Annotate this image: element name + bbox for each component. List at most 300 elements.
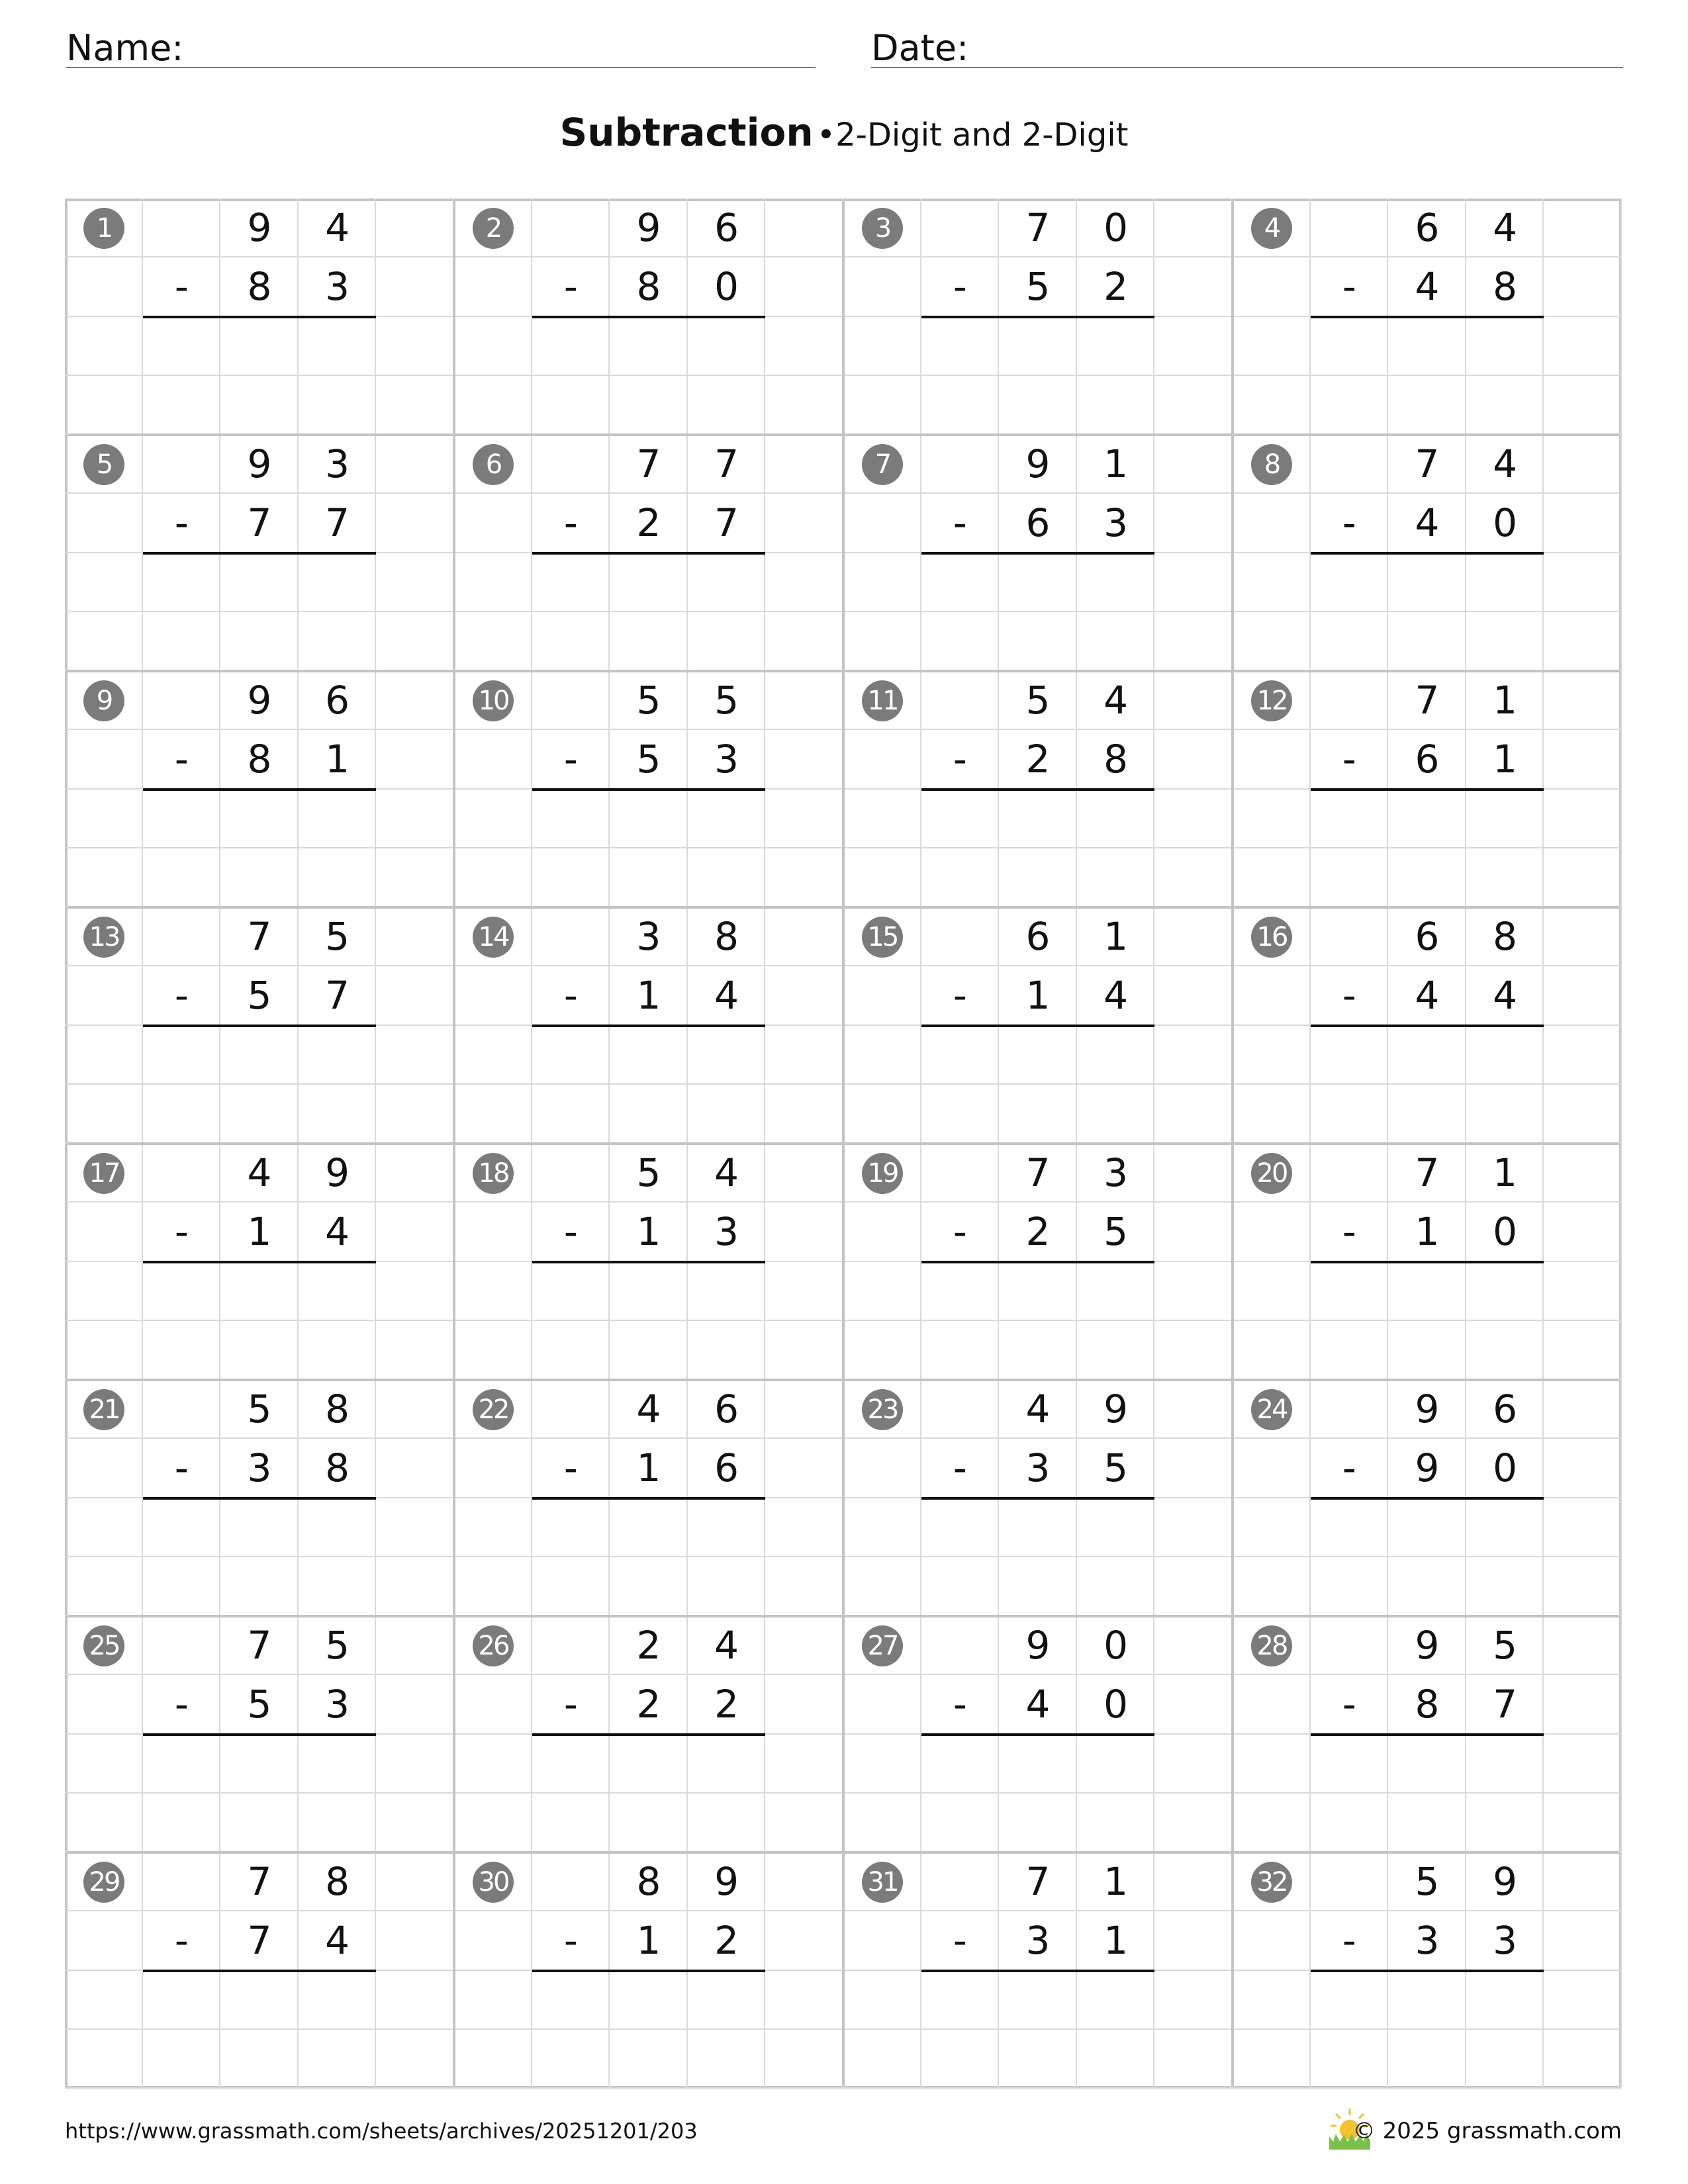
answer-cell[interactable] <box>688 2030 766 2089</box>
answer-cell[interactable] <box>765 376 843 435</box>
answer-cell[interactable] <box>999 376 1077 435</box>
answer-cell[interactable] <box>610 1085 688 1144</box>
answer-cell[interactable] <box>299 1735 377 1794</box>
answer-cell[interactable] <box>765 1735 843 1794</box>
answer-cell[interactable] <box>1466 553 1544 612</box>
answer-cell[interactable] <box>1311 376 1389 435</box>
answer-cell[interactable] <box>1466 1026 1544 1085</box>
answer-cell[interactable] <box>1388 1794 1466 1852</box>
answer-cell[interactable] <box>143 1794 221 1852</box>
answer-cell[interactable] <box>220 790 299 848</box>
answer-cell[interactable] <box>688 317 766 376</box>
answer-cell[interactable] <box>1233 1557 1311 1616</box>
answer-cell[interactable] <box>1233 376 1311 435</box>
answer-cell[interactable] <box>1077 1321 1155 1380</box>
answer-cell[interactable] <box>1077 1735 1155 1794</box>
answer-cell[interactable] <box>65 1085 143 1144</box>
answer-cell[interactable] <box>1544 376 1622 435</box>
answer-cell[interactable] <box>1154 1557 1233 1616</box>
answer-cell[interactable] <box>532 848 610 907</box>
answer-cell[interactable] <box>765 317 843 376</box>
answer-cell[interactable] <box>65 1498 143 1557</box>
answer-cell[interactable] <box>143 1321 221 1380</box>
answer-cell[interactable] <box>610 2030 688 2089</box>
answer-cell[interactable] <box>765 848 843 907</box>
answer-cell[interactable] <box>1466 317 1544 376</box>
answer-cell[interactable] <box>65 1026 143 1085</box>
answer-cell[interactable] <box>1466 1321 1544 1380</box>
answer-cell[interactable] <box>220 553 299 612</box>
answer-cell[interactable] <box>454 612 532 671</box>
answer-cell[interactable] <box>1466 2030 1544 2089</box>
answer-cell[interactable] <box>1544 1735 1622 1794</box>
answer-cell[interactable] <box>1077 1498 1155 1557</box>
answer-cell[interactable] <box>843 1085 921 1144</box>
answer-cell[interactable] <box>143 553 221 612</box>
answer-cell[interactable] <box>376 1735 454 1794</box>
answer-cell[interactable] <box>1544 1026 1622 1085</box>
answer-cell[interactable] <box>843 1262 921 1321</box>
answer-cell[interactable] <box>1311 2030 1389 2089</box>
answer-cell[interactable] <box>532 317 610 376</box>
answer-cell[interactable] <box>1311 1262 1389 1321</box>
answer-cell[interactable] <box>1466 1085 1544 1144</box>
answer-cell[interactable] <box>1077 1085 1155 1144</box>
answer-cell[interactable] <box>843 553 921 612</box>
answer-cell[interactable] <box>220 1971 299 2030</box>
answer-cell[interactable] <box>921 1794 1000 1852</box>
answer-cell[interactable] <box>1544 2030 1622 2089</box>
answer-cell[interactable] <box>1388 612 1466 671</box>
answer-cell[interactable] <box>376 376 454 435</box>
answer-cell[interactable] <box>1311 1498 1389 1557</box>
answer-cell[interactable] <box>843 1557 921 1616</box>
answer-cell[interactable] <box>299 2030 377 2089</box>
answer-cell[interactable] <box>454 1735 532 1794</box>
answer-cell[interactable] <box>376 848 454 907</box>
answer-cell[interactable] <box>143 612 221 671</box>
answer-cell[interactable] <box>220 612 299 671</box>
answer-cell[interactable] <box>454 1971 532 2030</box>
answer-cell[interactable] <box>1154 1735 1233 1794</box>
answer-cell[interactable] <box>532 612 610 671</box>
answer-cell[interactable] <box>299 1321 377 1380</box>
answer-cell[interactable] <box>1311 317 1389 376</box>
answer-cell[interactable] <box>1077 2030 1155 2089</box>
answer-cell[interactable] <box>765 1498 843 1557</box>
answer-cell[interactable] <box>1233 1971 1311 2030</box>
answer-cell[interactable] <box>143 1026 221 1085</box>
answer-cell[interactable] <box>220 1735 299 1794</box>
answer-cell[interactable] <box>999 317 1077 376</box>
answer-cell[interactable] <box>1388 790 1466 848</box>
answer-cell[interactable] <box>999 1971 1077 2030</box>
answer-cell[interactable] <box>532 1498 610 1557</box>
answer-cell[interactable] <box>1311 848 1389 907</box>
answer-cell[interactable] <box>999 1498 1077 1557</box>
answer-cell[interactable] <box>765 1971 843 2030</box>
answer-cell[interactable] <box>1233 2030 1311 2089</box>
answer-cell[interactable] <box>376 1321 454 1380</box>
answer-cell[interactable] <box>688 612 766 671</box>
answer-cell[interactable] <box>454 1794 532 1852</box>
answer-cell[interactable] <box>220 376 299 435</box>
answer-cell[interactable] <box>376 1557 454 1616</box>
answer-cell[interactable] <box>376 2030 454 2089</box>
answer-cell[interactable] <box>376 1262 454 1321</box>
answer-cell[interactable] <box>65 376 143 435</box>
answer-cell[interactable] <box>1466 790 1544 848</box>
answer-cell[interactable] <box>220 1262 299 1321</box>
answer-cell[interactable] <box>1388 2030 1466 2089</box>
answer-cell[interactable] <box>454 1085 532 1144</box>
answer-cell[interactable] <box>1233 1794 1311 1852</box>
answer-cell[interactable] <box>921 1026 1000 1085</box>
answer-cell[interactable] <box>1466 612 1544 671</box>
answer-cell[interactable] <box>843 848 921 907</box>
answer-cell[interactable] <box>454 1498 532 1557</box>
answer-cell[interactable] <box>1154 1085 1233 1144</box>
answer-cell[interactable] <box>532 1557 610 1616</box>
answer-cell[interactable] <box>610 848 688 907</box>
answer-cell[interactable] <box>1388 1557 1466 1616</box>
answer-cell[interactable] <box>376 317 454 376</box>
answer-cell[interactable] <box>610 1557 688 1616</box>
answer-cell[interactable] <box>688 376 766 435</box>
answer-cell[interactable] <box>1233 612 1311 671</box>
answer-cell[interactable] <box>688 1971 766 2030</box>
answer-cell[interactable] <box>1154 790 1233 848</box>
answer-cell[interactable] <box>65 848 143 907</box>
answer-cell[interactable] <box>376 612 454 671</box>
answer-cell[interactable] <box>1233 1735 1311 1794</box>
answer-cell[interactable] <box>921 1498 1000 1557</box>
answer-cell[interactable] <box>765 790 843 848</box>
answer-cell[interactable] <box>299 1498 377 1557</box>
answer-cell[interactable] <box>1311 1794 1389 1852</box>
answer-cell[interactable] <box>532 790 610 848</box>
answer-cell[interactable] <box>299 612 377 671</box>
answer-cell[interactable] <box>1388 1498 1466 1557</box>
answer-cell[interactable] <box>299 790 377 848</box>
answer-cell[interactable] <box>65 553 143 612</box>
answer-cell[interactable] <box>143 1085 221 1144</box>
answer-cell[interactable] <box>688 553 766 612</box>
answer-cell[interactable] <box>921 317 1000 376</box>
answer-cell[interactable] <box>1077 553 1155 612</box>
answer-cell[interactable] <box>843 2030 921 2089</box>
answer-cell[interactable] <box>1311 612 1389 671</box>
answer-cell[interactable] <box>1544 612 1622 671</box>
answer-cell[interactable] <box>532 2030 610 2089</box>
answer-cell[interactable] <box>532 376 610 435</box>
answer-cell[interactable] <box>765 1557 843 1616</box>
answer-cell[interactable] <box>65 1262 143 1321</box>
answer-cell[interactable] <box>999 1026 1077 1085</box>
answer-cell[interactable] <box>843 376 921 435</box>
answer-cell[interactable] <box>765 612 843 671</box>
answer-cell[interactable] <box>1154 1262 1233 1321</box>
answer-cell[interactable] <box>921 1971 1000 2030</box>
answer-cell[interactable] <box>376 1498 454 1557</box>
answer-cell[interactable] <box>299 1971 377 2030</box>
answer-cell[interactable] <box>1544 848 1622 907</box>
answer-cell[interactable] <box>532 553 610 612</box>
answer-cell[interactable] <box>688 1085 766 1144</box>
answer-cell[interactable] <box>532 1262 610 1321</box>
answer-cell[interactable] <box>921 1735 1000 1794</box>
answer-cell[interactable] <box>688 1794 766 1852</box>
answer-cell[interactable] <box>765 553 843 612</box>
answer-cell[interactable] <box>1233 317 1311 376</box>
answer-cell[interactable] <box>65 790 143 848</box>
answer-cell[interactable] <box>610 553 688 612</box>
answer-cell[interactable] <box>999 1735 1077 1794</box>
answer-cell[interactable] <box>1544 1498 1622 1557</box>
answer-cell[interactable] <box>143 1557 221 1616</box>
answer-cell[interactable] <box>999 848 1077 907</box>
answer-cell[interactable] <box>1544 1085 1622 1144</box>
answer-cell[interactable] <box>376 790 454 848</box>
answer-cell[interactable] <box>1077 848 1155 907</box>
answer-cell[interactable] <box>1466 1971 1544 2030</box>
answer-cell[interactable] <box>532 1971 610 2030</box>
answer-cell[interactable] <box>299 1557 377 1616</box>
answer-cell[interactable] <box>999 2030 1077 2089</box>
answer-cell[interactable] <box>454 790 532 848</box>
answer-cell[interactable] <box>921 612 1000 671</box>
answer-cell[interactable] <box>299 1026 377 1085</box>
answer-cell[interactable] <box>376 1794 454 1852</box>
answer-cell[interactable] <box>454 2030 532 2089</box>
answer-cell[interactable] <box>843 317 921 376</box>
answer-cell[interactable] <box>1311 1971 1389 2030</box>
answer-cell[interactable] <box>1466 1794 1544 1852</box>
answer-cell[interactable] <box>1233 1321 1311 1380</box>
answer-cell[interactable] <box>299 1085 377 1144</box>
answer-cell[interactable] <box>454 317 532 376</box>
answer-cell[interactable] <box>1466 1557 1544 1616</box>
answer-cell[interactable] <box>610 1262 688 1321</box>
answer-cell[interactable] <box>1544 1971 1622 2030</box>
answer-cell[interactable] <box>843 612 921 671</box>
answer-cell[interactable] <box>610 612 688 671</box>
answer-cell[interactable] <box>1311 1735 1389 1794</box>
answer-cell[interactable] <box>65 317 143 376</box>
answer-cell[interactable] <box>1544 1557 1622 1616</box>
answer-cell[interactable] <box>921 848 1000 907</box>
answer-cell[interactable] <box>65 1557 143 1616</box>
answer-cell[interactable] <box>1466 376 1544 435</box>
answer-cell[interactable] <box>1388 1085 1466 1144</box>
answer-cell[interactable] <box>843 1321 921 1380</box>
answer-cell[interactable] <box>843 1794 921 1852</box>
answer-cell[interactable] <box>1466 848 1544 907</box>
answer-cell[interactable] <box>220 1026 299 1085</box>
answer-cell[interactable] <box>610 1498 688 1557</box>
answer-cell[interactable] <box>454 553 532 612</box>
answer-cell[interactable] <box>220 1085 299 1144</box>
answer-cell[interactable] <box>65 1735 143 1794</box>
answer-cell[interactable] <box>143 1262 221 1321</box>
answer-cell[interactable] <box>1233 1262 1311 1321</box>
answer-cell[interactable] <box>220 317 299 376</box>
answer-cell[interactable] <box>1233 790 1311 848</box>
answer-cell[interactable] <box>688 790 766 848</box>
answer-cell[interactable] <box>688 1557 766 1616</box>
answer-cell[interactable] <box>765 1262 843 1321</box>
answer-cell[interactable] <box>610 376 688 435</box>
answer-cell[interactable] <box>143 2030 221 2089</box>
answer-cell[interactable] <box>1544 553 1622 612</box>
answer-cell[interactable] <box>765 1794 843 1852</box>
answer-cell[interactable] <box>1466 1498 1544 1557</box>
answer-cell[interactable] <box>999 612 1077 671</box>
answer-cell[interactable] <box>999 553 1077 612</box>
answer-cell[interactable] <box>1077 1557 1155 1616</box>
answer-cell[interactable] <box>220 1557 299 1616</box>
answer-cell[interactable] <box>610 1026 688 1085</box>
answer-cell[interactable] <box>1388 1262 1466 1321</box>
answer-cell[interactable] <box>376 1085 454 1144</box>
answer-cell[interactable] <box>1077 1026 1155 1085</box>
answer-cell[interactable] <box>454 1557 532 1616</box>
answer-cell[interactable] <box>921 2030 1000 2089</box>
name-line[interactable] <box>66 67 816 68</box>
answer-cell[interactable] <box>143 376 221 435</box>
answer-cell[interactable] <box>610 1794 688 1852</box>
answer-cell[interactable] <box>1077 1794 1155 1852</box>
answer-cell[interactable] <box>1544 1262 1622 1321</box>
answer-cell[interactable] <box>299 1794 377 1852</box>
answer-cell[interactable] <box>1388 1026 1466 1085</box>
date-line[interactable] <box>871 67 1623 68</box>
answer-cell[interactable] <box>1154 1026 1233 1085</box>
answer-cell[interactable] <box>1388 1321 1466 1380</box>
answer-cell[interactable] <box>376 553 454 612</box>
answer-cell[interactable] <box>1233 1498 1311 1557</box>
answer-cell[interactable] <box>1154 848 1233 907</box>
answer-cell[interactable] <box>299 1262 377 1321</box>
answer-cell[interactable] <box>1077 1971 1155 2030</box>
answer-cell[interactable] <box>220 2030 299 2089</box>
answer-cell[interactable] <box>1388 376 1466 435</box>
answer-cell[interactable] <box>220 848 299 907</box>
answer-cell[interactable] <box>454 1321 532 1380</box>
answer-cell[interactable] <box>843 1498 921 1557</box>
answer-cell[interactable] <box>1311 1026 1389 1085</box>
answer-cell[interactable] <box>532 1085 610 1144</box>
answer-cell[interactable] <box>999 1321 1077 1380</box>
answer-cell[interactable] <box>454 376 532 435</box>
answer-cell[interactable] <box>765 2030 843 2089</box>
answer-cell[interactable] <box>299 848 377 907</box>
answer-cell[interactable] <box>688 1321 766 1380</box>
answer-cell[interactable] <box>454 848 532 907</box>
answer-cell[interactable] <box>1154 1794 1233 1852</box>
answer-cell[interactable] <box>1466 1735 1544 1794</box>
answer-cell[interactable] <box>610 1735 688 1794</box>
answer-cell[interactable] <box>1466 1262 1544 1321</box>
answer-cell[interactable] <box>65 1971 143 2030</box>
answer-cell[interactable] <box>765 1026 843 1085</box>
answer-cell[interactable] <box>1077 612 1155 671</box>
answer-cell[interactable] <box>1233 1085 1311 1144</box>
answer-cell[interactable] <box>921 1262 1000 1321</box>
answer-cell[interactable] <box>1154 1971 1233 2030</box>
answer-cell[interactable] <box>220 1321 299 1380</box>
answer-cell[interactable] <box>1077 376 1155 435</box>
answer-cell[interactable] <box>376 1026 454 1085</box>
answer-cell[interactable] <box>921 1321 1000 1380</box>
answer-cell[interactable] <box>921 790 1000 848</box>
answer-cell[interactable] <box>610 317 688 376</box>
answer-cell[interactable] <box>688 1262 766 1321</box>
answer-cell[interactable] <box>1154 1321 1233 1380</box>
answer-cell[interactable] <box>1544 790 1622 848</box>
answer-cell[interactable] <box>765 1321 843 1380</box>
answer-cell[interactable] <box>1311 1557 1389 1616</box>
answer-cell[interactable] <box>220 1498 299 1557</box>
answer-cell[interactable] <box>1154 553 1233 612</box>
answer-cell[interactable] <box>843 1735 921 1794</box>
answer-cell[interactable] <box>65 2030 143 2089</box>
answer-cell[interactable] <box>1388 553 1466 612</box>
answer-cell[interactable] <box>1311 790 1389 848</box>
answer-cell[interactable] <box>1233 848 1311 907</box>
answer-cell[interactable] <box>921 1557 1000 1616</box>
answer-cell[interactable] <box>1154 376 1233 435</box>
answer-cell[interactable] <box>999 1262 1077 1321</box>
answer-cell[interactable] <box>1544 317 1622 376</box>
answer-cell[interactable] <box>1388 1735 1466 1794</box>
answer-cell[interactable] <box>1388 848 1466 907</box>
answer-cell[interactable] <box>143 1971 221 2030</box>
answer-cell[interactable] <box>610 1971 688 2030</box>
answer-cell[interactable] <box>999 1085 1077 1144</box>
answer-cell[interactable] <box>1077 790 1155 848</box>
answer-cell[interactable] <box>1077 1262 1155 1321</box>
answer-cell[interactable] <box>532 1794 610 1852</box>
answer-cell[interactable] <box>688 1498 766 1557</box>
answer-cell[interactable] <box>532 1735 610 1794</box>
answer-cell[interactable] <box>299 376 377 435</box>
answer-cell[interactable] <box>843 790 921 848</box>
answer-cell[interactable] <box>1544 1794 1622 1852</box>
answer-cell[interactable] <box>765 1085 843 1144</box>
answer-cell[interactable] <box>220 1794 299 1852</box>
answer-cell[interactable] <box>1311 1085 1389 1144</box>
answer-cell[interactable] <box>1311 1321 1389 1380</box>
answer-cell[interactable] <box>921 1085 1000 1144</box>
answer-cell[interactable] <box>143 1735 221 1794</box>
answer-cell[interactable] <box>921 376 1000 435</box>
answer-cell[interactable] <box>610 1321 688 1380</box>
answer-cell[interactable] <box>143 317 221 376</box>
answer-cell[interactable] <box>688 1735 766 1794</box>
answer-cell[interactable] <box>610 790 688 848</box>
answer-cell[interactable] <box>843 1026 921 1085</box>
answer-cell[interactable] <box>65 612 143 671</box>
answer-cell[interactable] <box>843 1971 921 2030</box>
answer-cell[interactable] <box>1154 1498 1233 1557</box>
answer-cell[interactable] <box>1388 1971 1466 2030</box>
answer-cell[interactable] <box>454 1262 532 1321</box>
answer-cell[interactable] <box>65 1794 143 1852</box>
answer-cell[interactable] <box>143 848 221 907</box>
answer-cell[interactable] <box>143 790 221 848</box>
answer-cell[interactable] <box>376 1971 454 2030</box>
